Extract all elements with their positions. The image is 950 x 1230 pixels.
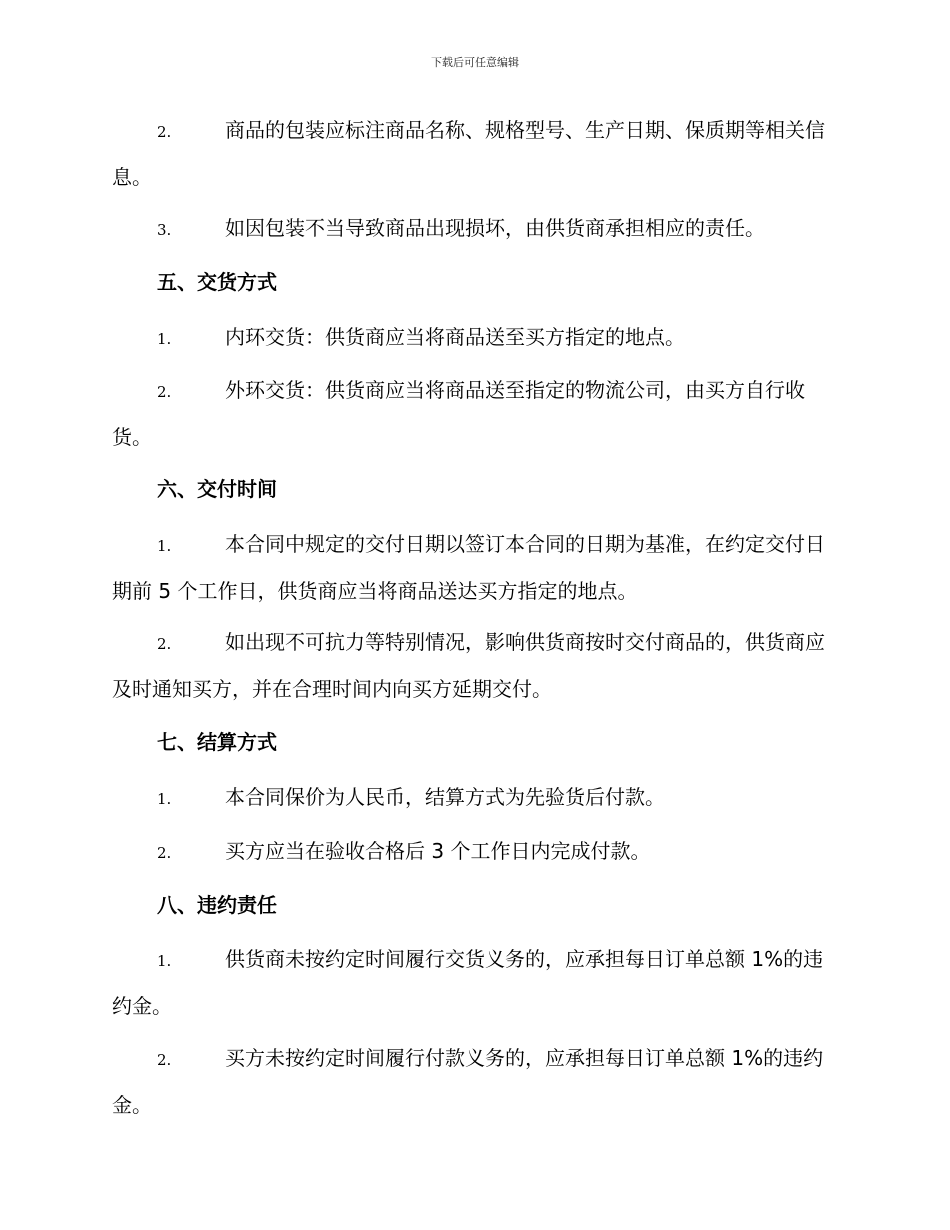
item-text: 买方未按约定时间履行付款义务的，应承担每日订单总额 1%的违约金。 xyxy=(112,1046,824,1117)
item-number: 1. xyxy=(157,790,172,808)
list-item xyxy=(112,937,834,1029)
section-heading-settlement: 七、结算方式 xyxy=(157,730,277,754)
list-item xyxy=(112,315,834,362)
list-item xyxy=(112,829,834,876)
item-number: 2. xyxy=(157,1051,172,1069)
item-text: 内环交货：供货商应当将商品送至买方指定的地点。 xyxy=(225,325,685,349)
item-text: 供货商未按约定时间履行交货义务的，应承担每日订单总额 1%的违约金。 xyxy=(112,947,824,1018)
item-text: 本合同中规定的交付日期以签订本合同的日期为基准，在约定交付日期前 5 个工作日，供货商应当将商品送达买方指定的地点。 xyxy=(112,532,825,603)
section-heading-liability: 八、违约责任 xyxy=(157,893,277,917)
item-number: 2. xyxy=(157,383,172,401)
item-number: 1. xyxy=(157,330,172,348)
item-text: 如因包装不当导致商品出现损坏，由供货商承担相应的责任。 xyxy=(225,216,765,240)
item-number: 2. xyxy=(157,123,172,141)
page-header: 下载后可任意编辑 xyxy=(431,56,519,69)
item-number: 3. xyxy=(157,221,172,239)
item-text: 商品的包装应标注商品名称、规格型号、生产日期、保质期等相关信息。 xyxy=(112,118,825,189)
item-text: 如出现不可抗力等特别情况，影响供货商按时交付商品的，供货商应及时通知买方，并在合理时间内向买方延期交付。 xyxy=(112,630,825,701)
list-item xyxy=(112,522,834,614)
item-number: 1. xyxy=(157,537,172,555)
item-number: 1. xyxy=(157,952,172,970)
list-item xyxy=(112,1036,834,1128)
item-text: 外环交货：供货商应当将商品送至指定的物流公司，由买方自行收货。 xyxy=(112,378,805,449)
item-number: 2. xyxy=(157,844,172,862)
item-text: 本合同保价为人民币，结算方式为先验货后付款。 xyxy=(225,785,665,809)
list-item xyxy=(112,368,834,460)
section-heading-delivery: 五、交货方式 xyxy=(157,270,277,294)
section-heading-delivery-time: 六、交付时间 xyxy=(157,477,277,501)
list-item xyxy=(112,206,834,253)
item-number: 2. xyxy=(157,635,172,653)
item-text: 买方应当在验收合格后 3 个工作日内完成付款。 xyxy=(225,839,651,863)
list-item xyxy=(112,108,834,200)
list-item xyxy=(112,620,834,712)
list-item xyxy=(112,775,834,822)
